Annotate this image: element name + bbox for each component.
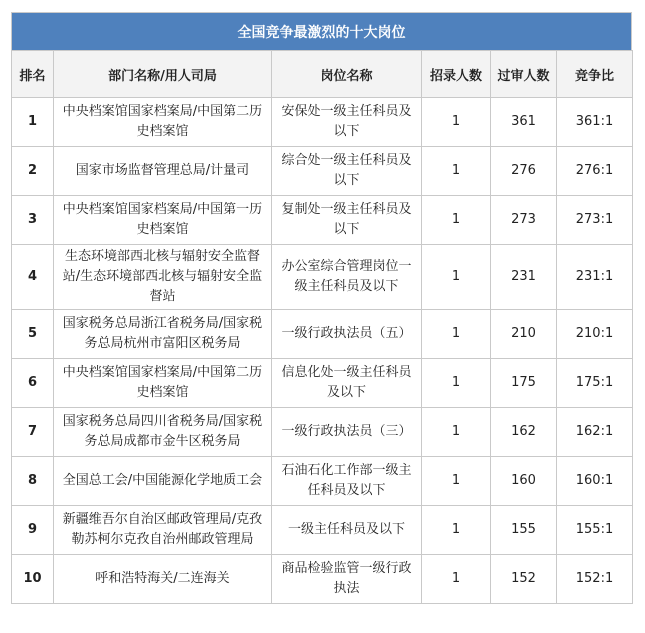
- cell-dept: 国家市场监督管理总局/计量司: [54, 147, 272, 196]
- cell-rank: 1: [12, 98, 54, 147]
- cell-ratio: 162:1: [557, 408, 633, 457]
- header-recruit: 招录人数: [422, 51, 491, 98]
- cell-recruit: 1: [422, 408, 491, 457]
- cell-recruit: 1: [422, 457, 491, 506]
- header-ratio: 竞争比: [557, 51, 633, 98]
- cell-recruit: 1: [422, 555, 491, 604]
- cell-position: 商品检验监管一级行政执法: [272, 555, 422, 604]
- cell-recruit: 1: [422, 310, 491, 359]
- cell-dept: 中央档案馆国家档案局/中国第一历史档案馆: [54, 196, 272, 245]
- table-row: [12, 506, 633, 555]
- cell-recruit: 1: [422, 196, 491, 245]
- cell-ratio: 160:1: [557, 457, 633, 506]
- cell-reviewed: 273: [491, 196, 557, 245]
- cell-position: 石油石化工作部一级主任科员及以下: [272, 457, 422, 506]
- cell-position: 综合处一级主任科员及以下: [272, 147, 422, 196]
- cell-position: 一级主任科员及以下: [272, 506, 422, 555]
- table-row: [12, 245, 633, 310]
- cell-dept: 国家税务总局浙江省税务局/国家税务总局杭州市富阳区税务局: [54, 310, 272, 359]
- table-header-row: [12, 51, 633, 98]
- cell-reviewed: 175: [491, 359, 557, 408]
- ranking-table-container: [11, 12, 632, 604]
- table-row: [12, 147, 633, 196]
- cell-reviewed: 231: [491, 245, 557, 310]
- cell-recruit: 1: [422, 359, 491, 408]
- table-row: [12, 310, 633, 359]
- cell-ratio: 231:1: [557, 245, 633, 310]
- cell-position: 复制处一级主任科员及以下: [272, 196, 422, 245]
- cell-recruit: 1: [422, 98, 491, 147]
- cell-dept: 国家税务总局四川省税务局/国家税务总局成都市金牛区税务局: [54, 408, 272, 457]
- cell-ratio: 175:1: [557, 359, 633, 408]
- table-row: [12, 196, 633, 245]
- cell-rank: 7: [12, 408, 54, 457]
- header-dept: 部门名称/用人司局: [54, 51, 272, 98]
- cell-rank: 8: [12, 457, 54, 506]
- cell-reviewed: 162: [491, 408, 557, 457]
- cell-dept: 中央档案馆国家档案局/中国第二历史档案馆: [54, 359, 272, 408]
- cell-ratio: 276:1: [557, 147, 633, 196]
- ranking-table: [11, 50, 633, 604]
- cell-dept: 呼和浩特海关/二连海关: [54, 555, 272, 604]
- header-rank: 排名: [12, 51, 54, 98]
- cell-ratio: 273:1: [557, 196, 633, 245]
- cell-dept: 新疆维吾尔自治区邮政管理局/克孜勒苏柯尔克孜自治州邮政管理局: [54, 506, 272, 555]
- cell-dept: 全国总工会/中国能源化学地质工会: [54, 457, 272, 506]
- cell-dept: 中央档案馆国家档案局/中国第二历史档案馆: [54, 98, 272, 147]
- cell-reviewed: 160: [491, 457, 557, 506]
- cell-recruit: 1: [422, 147, 491, 196]
- cell-reviewed: 210: [491, 310, 557, 359]
- cell-reviewed: 276: [491, 147, 557, 196]
- cell-reviewed: 155: [491, 506, 557, 555]
- cell-position: 一级行政执法员（五）: [272, 310, 422, 359]
- cell-reviewed: 152: [491, 555, 557, 604]
- table-row: [12, 98, 633, 147]
- header-position: 岗位名称: [272, 51, 422, 98]
- table-row: [12, 359, 633, 408]
- cell-ratio: 155:1: [557, 506, 633, 555]
- cell-dept: 生态环境部西北核与辐射安全监督站/生态环境部西北核与辐射安全监督站: [54, 245, 272, 310]
- cell-position: 安保处一级主任科员及以下: [272, 98, 422, 147]
- cell-ratio: 152:1: [557, 555, 633, 604]
- cell-rank: 2: [12, 147, 54, 196]
- cell-recruit: 1: [422, 245, 491, 310]
- cell-rank: 4: [12, 245, 54, 310]
- table-title: 全国竞争最激烈的十大岗位: [11, 12, 632, 50]
- cell-position: 一级行政执法员（三）: [272, 408, 422, 457]
- cell-rank: 6: [12, 359, 54, 408]
- cell-recruit: 1: [422, 506, 491, 555]
- cell-rank: 5: [12, 310, 54, 359]
- table-row: [12, 457, 633, 506]
- cell-ratio: 210:1: [557, 310, 633, 359]
- cell-position: 办公室综合管理岗位一级主任科员及以下: [272, 245, 422, 310]
- header-reviewed: 过审人数: [491, 51, 557, 98]
- table-row: [12, 555, 633, 604]
- cell-ratio: 361:1: [557, 98, 633, 147]
- cell-rank: 10: [12, 555, 54, 604]
- cell-position: 信息化处一级主任科员及以下: [272, 359, 422, 408]
- table-row: [12, 408, 633, 457]
- cell-rank: 9: [12, 506, 54, 555]
- cell-rank: 3: [12, 196, 54, 245]
- cell-reviewed: 361: [491, 98, 557, 147]
